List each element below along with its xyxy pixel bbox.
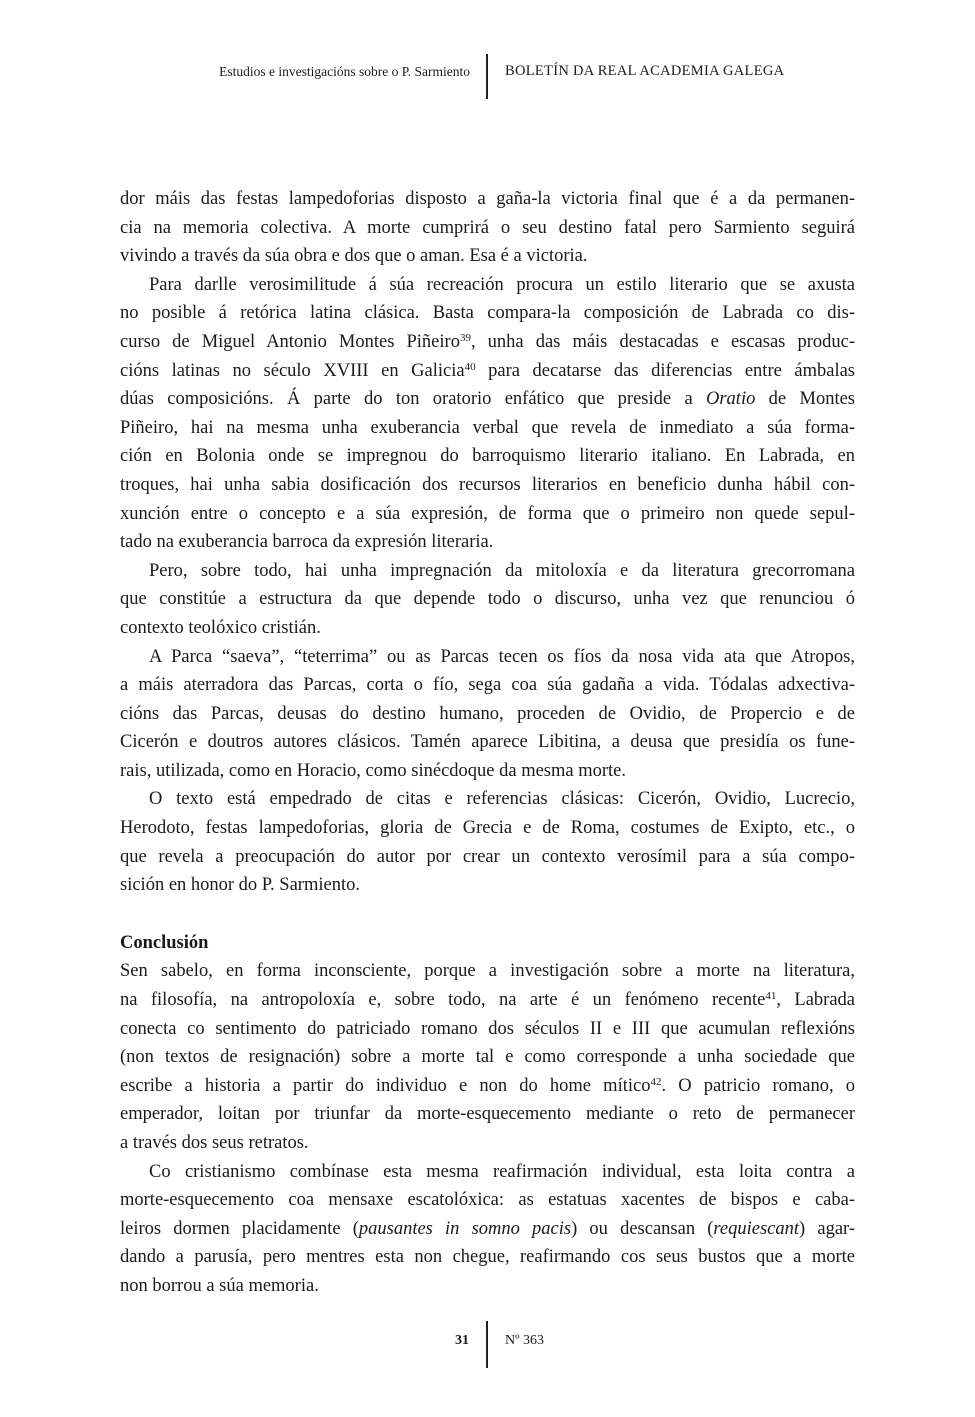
text-line — [120, 1272, 855, 1301]
footnote-ref: 42 — [650, 1075, 662, 1088]
text-line — [120, 557, 855, 586]
text-run: Sen sabelo, en forma inconsciente, porque a investigación sobre a morte na literatura, — [120, 961, 855, 982]
text-line — [120, 1186, 855, 1215]
italic-term: Oratio — [706, 389, 756, 410]
text-run: dúas composicións. Á parte do ton oratorio enfático que preside a — [120, 389, 706, 410]
running-header-left: Estudios e investigacións sobre o P. Sarmiento — [219, 64, 470, 79]
text-run: leiros dormen placidamente ( — [120, 1218, 359, 1239]
footer-divider — [486, 1321, 488, 1368]
text-run: dando a parusía, pero mentres esta non chegue, reafirmando cos seus bustos que a morte — [120, 1247, 855, 1268]
text-run: a máis aterradora das Parcas, corta o fío, sega coa súa gadaña a vida. Tódalas adxectiva- — [120, 675, 855, 696]
text-run: cia na memoria colectiva. A morte cumprirá o seu destino fatal pero Sarmiento seguirá — [120, 217, 855, 238]
text-run: contexto teolóxico cristián. — [120, 617, 321, 638]
footnote-ref: 39 — [459, 331, 471, 344]
page-number: 31 — [455, 1333, 469, 1348]
paragraph — [120, 785, 855, 899]
text-run: dor máis das festas lampedoforias disposto a gaña-la victoria final que é a da permanen- — [120, 189, 855, 209]
text-line — [120, 785, 855, 814]
text-line — [120, 299, 855, 328]
text-run: vivindo a través da súa obra e dos que o aman. Esa é a victoria. — [120, 246, 588, 267]
text-run: tado na exuberancia barroca da expresión literaria. — [120, 532, 494, 553]
footnote-ref: 40 — [464, 360, 476, 373]
text-line — [120, 1043, 855, 1072]
text-run: ) agar- — [799, 1218, 855, 1239]
text-run: . O patricio romano, o — [661, 1075, 855, 1096]
text-line — [120, 957, 855, 986]
text-line — [120, 843, 855, 872]
issue-number: Nº 363 — [505, 1333, 544, 1348]
paragraph — [120, 957, 855, 1157]
article-body — [120, 185, 855, 1301]
text-run: A Parca “saeva”, “teterrima” ou as Parcas tecen os fíos da nosa vida ata que Atropos, — [149, 646, 855, 667]
text-line — [120, 528, 855, 557]
text-line — [120, 1100, 855, 1129]
text-run: non borrou a súa memoria. — [120, 1275, 319, 1296]
text-line — [120, 614, 855, 643]
text-line — [120, 357, 855, 386]
text-run: O texto está empedrado de citas e referencias clásicas: Cicerón, Ovidio, Lucrecio, — [149, 789, 855, 810]
paragraph — [120, 557, 855, 643]
text-line — [120, 185, 855, 214]
text-line — [120, 757, 855, 786]
italic-term: pausantes in somno pacis — [358, 1218, 572, 1239]
text-run: cións latinas no século XVIII en Galicia — [120, 360, 465, 381]
text-run: , Labrada — [776, 990, 855, 1011]
text-line — [120, 442, 855, 471]
text-line — [120, 1243, 855, 1272]
text-run: Piñeiro, hai na mesma unha exuberancia verbal que revela de inmediato a súa forma- — [120, 417, 855, 438]
text-line — [120, 643, 855, 672]
text-line — [120, 214, 855, 243]
text-run: Herodoto, festas lampedoforias, gloria de Grecia e de Roma, costumes de Exipto, etc., o — [120, 818, 855, 839]
text-run: emperador, loitan por triunfar da morte-esquecemento mediante o reto de permanecer — [120, 1104, 855, 1125]
text-run: Para darlle verosimilitude á súa recreación procura un estilo literario que se axusta — [149, 274, 855, 295]
text-line — [120, 500, 855, 529]
text-run: no posible á retórica latina clásica. Basta compara-la composición de Labrada co dis- — [120, 303, 855, 324]
text-run: xunción entre o concepto e a súa expresión, de forma que o primeiro non quede sepul- — [120, 503, 855, 524]
text-run: na filosofía, na antropoloxía e, sobre todo, na arte é un fenómeno recente — [120, 990, 766, 1011]
text-run: de Montes — [755, 389, 855, 410]
running-header-right: BOLETÍN DA REAL ACADEMIA GALEGA — [505, 63, 785, 79]
text-run: (non textos de resignación) sobre a morte tal e como corresponde a unha sociedade que — [120, 1047, 855, 1068]
text-line — [120, 871, 855, 900]
text-run: ) ou descansan ( — [571, 1218, 714, 1239]
text-run: rais, utilizada, como en Horacio, como sinécdoque da mesma morte. — [120, 760, 627, 781]
text-line — [120, 471, 855, 500]
text-run: Co cristianismo combínase esta mesma reafirmación individual, esta loita contra a — [149, 1161, 855, 1182]
text-line — [120, 242, 855, 271]
text-run: escribe a historia a partir do individuo e non do home mítico — [120, 1075, 651, 1096]
text-line — [120, 671, 855, 700]
text-line — [120, 328, 855, 357]
text-run: Cicerón e doutros autores clásicos. Tamén aparece Libitina, a deusa que presidía os fune- — [120, 732, 855, 753]
section-heading: Conclusión — [120, 932, 209, 953]
text-run: sición en honor do P. Sarmiento. — [120, 875, 360, 896]
text-line — [120, 1072, 855, 1101]
text-line — [120, 1129, 855, 1158]
footnote-ref: 41 — [765, 990, 777, 1003]
text-line — [120, 700, 855, 729]
text-run: troques, hai unha sabia dosificación dos recursos literarios en beneficio dunha hábil con- — [120, 474, 855, 495]
text-run: morte-esquecemento coa mensaxe escatolóxica: as estatuas xacentes de bispos e caba- — [120, 1190, 855, 1211]
text-run: que constitúe a estructura da que depende todo o discurso, unha vez que renunciou ó — [120, 589, 855, 610]
text-line — [120, 1015, 855, 1044]
paragraph — [120, 185, 855, 271]
text-line — [120, 414, 855, 443]
text-line — [120, 986, 855, 1015]
italic-term: requiescant — [713, 1218, 800, 1239]
text-run: cións das Parcas, deusas do destino humano, proceden de Ovidio, de Propercio e de — [120, 703, 855, 724]
text-line — [120, 1215, 855, 1244]
text-run: ción en Bolonia onde se impregnou do barroquismo literario italiano. En Labrada, en — [120, 446, 855, 467]
text-run: Pero, sobre todo, hai unha impregnación da mitoloxía e da literatura grecorromana — [149, 560, 855, 581]
paragraph — [120, 271, 855, 557]
paragraph — [120, 1158, 855, 1301]
header-divider — [486, 54, 488, 99]
text-run: a través dos seus retratos. — [120, 1133, 309, 1153]
text-run: , unha das máis destacadas e escasas produc- — [470, 331, 855, 352]
text-run: curso de Miguel Antonio Montes Piñeiro — [120, 331, 460, 352]
text-run: conecta co sentimento do patriciado romano dos séculos II e III que acumulan reflexións — [120, 1018, 855, 1039]
text-line — [120, 271, 855, 300]
text-line — [120, 728, 855, 757]
text-line — [120, 814, 855, 843]
text-line — [120, 585, 855, 614]
text-run: que revela a preocupación do autor por crear un contexto verosímil para a súa compo- — [120, 846, 855, 867]
text-run: para decatarse das diferencias entre ámbalas — [475, 360, 855, 381]
paragraph — [120, 643, 855, 786]
text-line — [120, 385, 855, 414]
text-line — [120, 1158, 855, 1187]
